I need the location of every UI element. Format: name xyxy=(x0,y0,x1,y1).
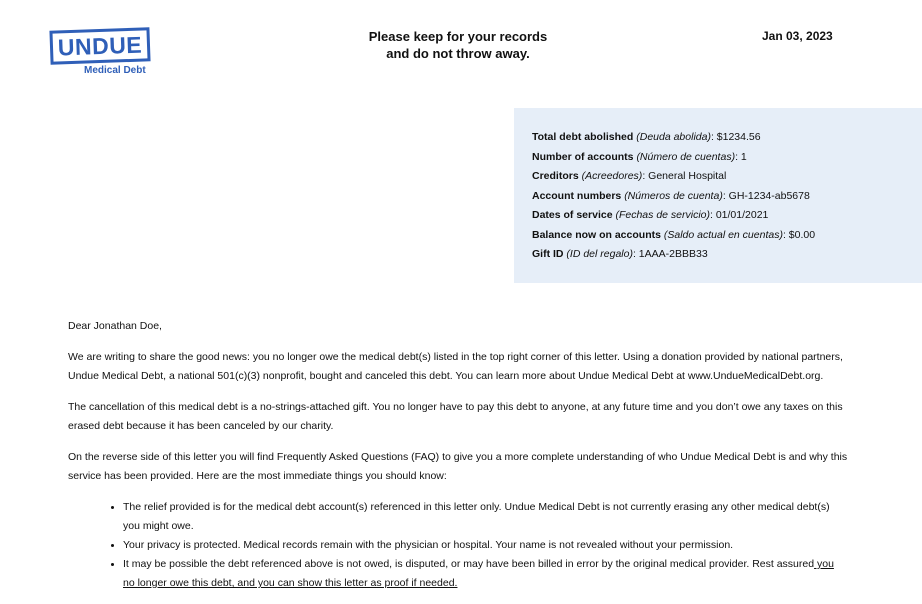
keep-line-1: Please keep for your records xyxy=(368,29,548,44)
summary-row-total-debt xyxy=(532,128,922,148)
summary-translation: (Deuda abolida) xyxy=(636,131,711,143)
list-item xyxy=(123,555,848,593)
summary-translation: (Fechas de servicio) xyxy=(615,209,710,221)
keep-records-notice xyxy=(340,28,576,62)
list-item: • The relief provided is for the medical debt account(s) referenced in this letter only. Undue Medical Debt is not currently erasing any other medical debt(s) you might owe. xyxy=(123,498,848,536)
summary-value: : General Hospital xyxy=(642,170,727,182)
letter-paragraph-2: The cancellation of this medical debt is a no-strings-attached gift. You no longer have to pay this debt to anyone, at any future time and you don’t owe any taxes on this erased debt because it has been canceled by our charity. xyxy=(68,401,843,432)
summary-translation: (Número de cuentas) xyxy=(636,150,736,163)
summary-value: : $0.00 xyxy=(782,228,816,241)
summary-label: Creditors xyxy=(532,170,579,182)
letter-date: Jan 03, 2023 xyxy=(762,29,833,43)
key-points-list xyxy=(68,498,848,593)
summary-row-gift-id xyxy=(532,245,922,265)
letter-greeting: Dear Jonathan Doe, xyxy=(68,320,162,332)
summary-label: Number of accounts xyxy=(532,150,634,163)
summary-row-number-of-accounts xyxy=(532,148,922,168)
summary-label: Account numbers xyxy=(532,189,622,202)
letter-paragraph-1: We are writing to share the good news: you no longer owe the medical debt(s) listed in the top right corner of this letter. Using a donation provided by national partners, Undue Medical Debt, a national 501(c)(3) nonprofit, bought and canceled this debt. You can learn more about Undue Medical Debt at www.UndueMedicalDebt.org. xyxy=(68,351,843,382)
summary-value: : $1234.56 xyxy=(710,131,761,143)
summary-value: : 01/01/2021 xyxy=(710,209,769,221)
summary-label: Dates of service xyxy=(532,209,613,221)
summary-label: Balance now on accounts xyxy=(532,228,661,241)
summary-value: : 1AAA-2BBB33 xyxy=(632,248,708,260)
summary-row-creditors xyxy=(532,167,922,187)
logo-subtitle: Medical Debt xyxy=(84,65,146,76)
summary-translation: (Acreedores) xyxy=(581,170,643,182)
summary-row-balance xyxy=(532,226,922,246)
proof-statement: you no longer owe this debt, and you can show this letter as proof if needed. xyxy=(123,558,834,589)
list-item: • Your privacy is protected. Medical records remain with the physician or hospital. Your name is not revealed without your permission. xyxy=(123,536,848,555)
summary-value: : 1 xyxy=(735,150,747,163)
undue-logo xyxy=(50,29,152,77)
letter-paragraph-3: On the reverse side of this letter you will find Frequently Asked Questions (FAQ) to give you a more complete understanding of who Undue Medical Debt is and why this service has been provided. Here are the most immediate things you should know: xyxy=(68,451,848,482)
summary-translation: (Saldo actual en cuentas) xyxy=(663,228,783,241)
summary-label: Total debt abolished xyxy=(532,131,634,143)
summary-translation: (Números de cuenta) xyxy=(624,189,723,202)
bullet-3-text: It may be possible the debt referenced above is not owed, is disputed, or may have been billed in error by the original medical provider. Rest assured xyxy=(123,558,815,570)
summary-translation: (ID del regalo) xyxy=(566,248,633,260)
summary-value: : GH-1234-ab5678 xyxy=(722,189,810,202)
debt-summary-box xyxy=(514,108,922,283)
summary-row-dates-of-service xyxy=(532,206,922,226)
logo-wordmark: UNDUE xyxy=(49,27,150,64)
summary-row-account-numbers xyxy=(532,187,922,207)
summary-label: Gift ID xyxy=(532,248,564,260)
letter-body xyxy=(68,317,848,593)
keep-line-2: and do not throw away. xyxy=(386,46,530,61)
